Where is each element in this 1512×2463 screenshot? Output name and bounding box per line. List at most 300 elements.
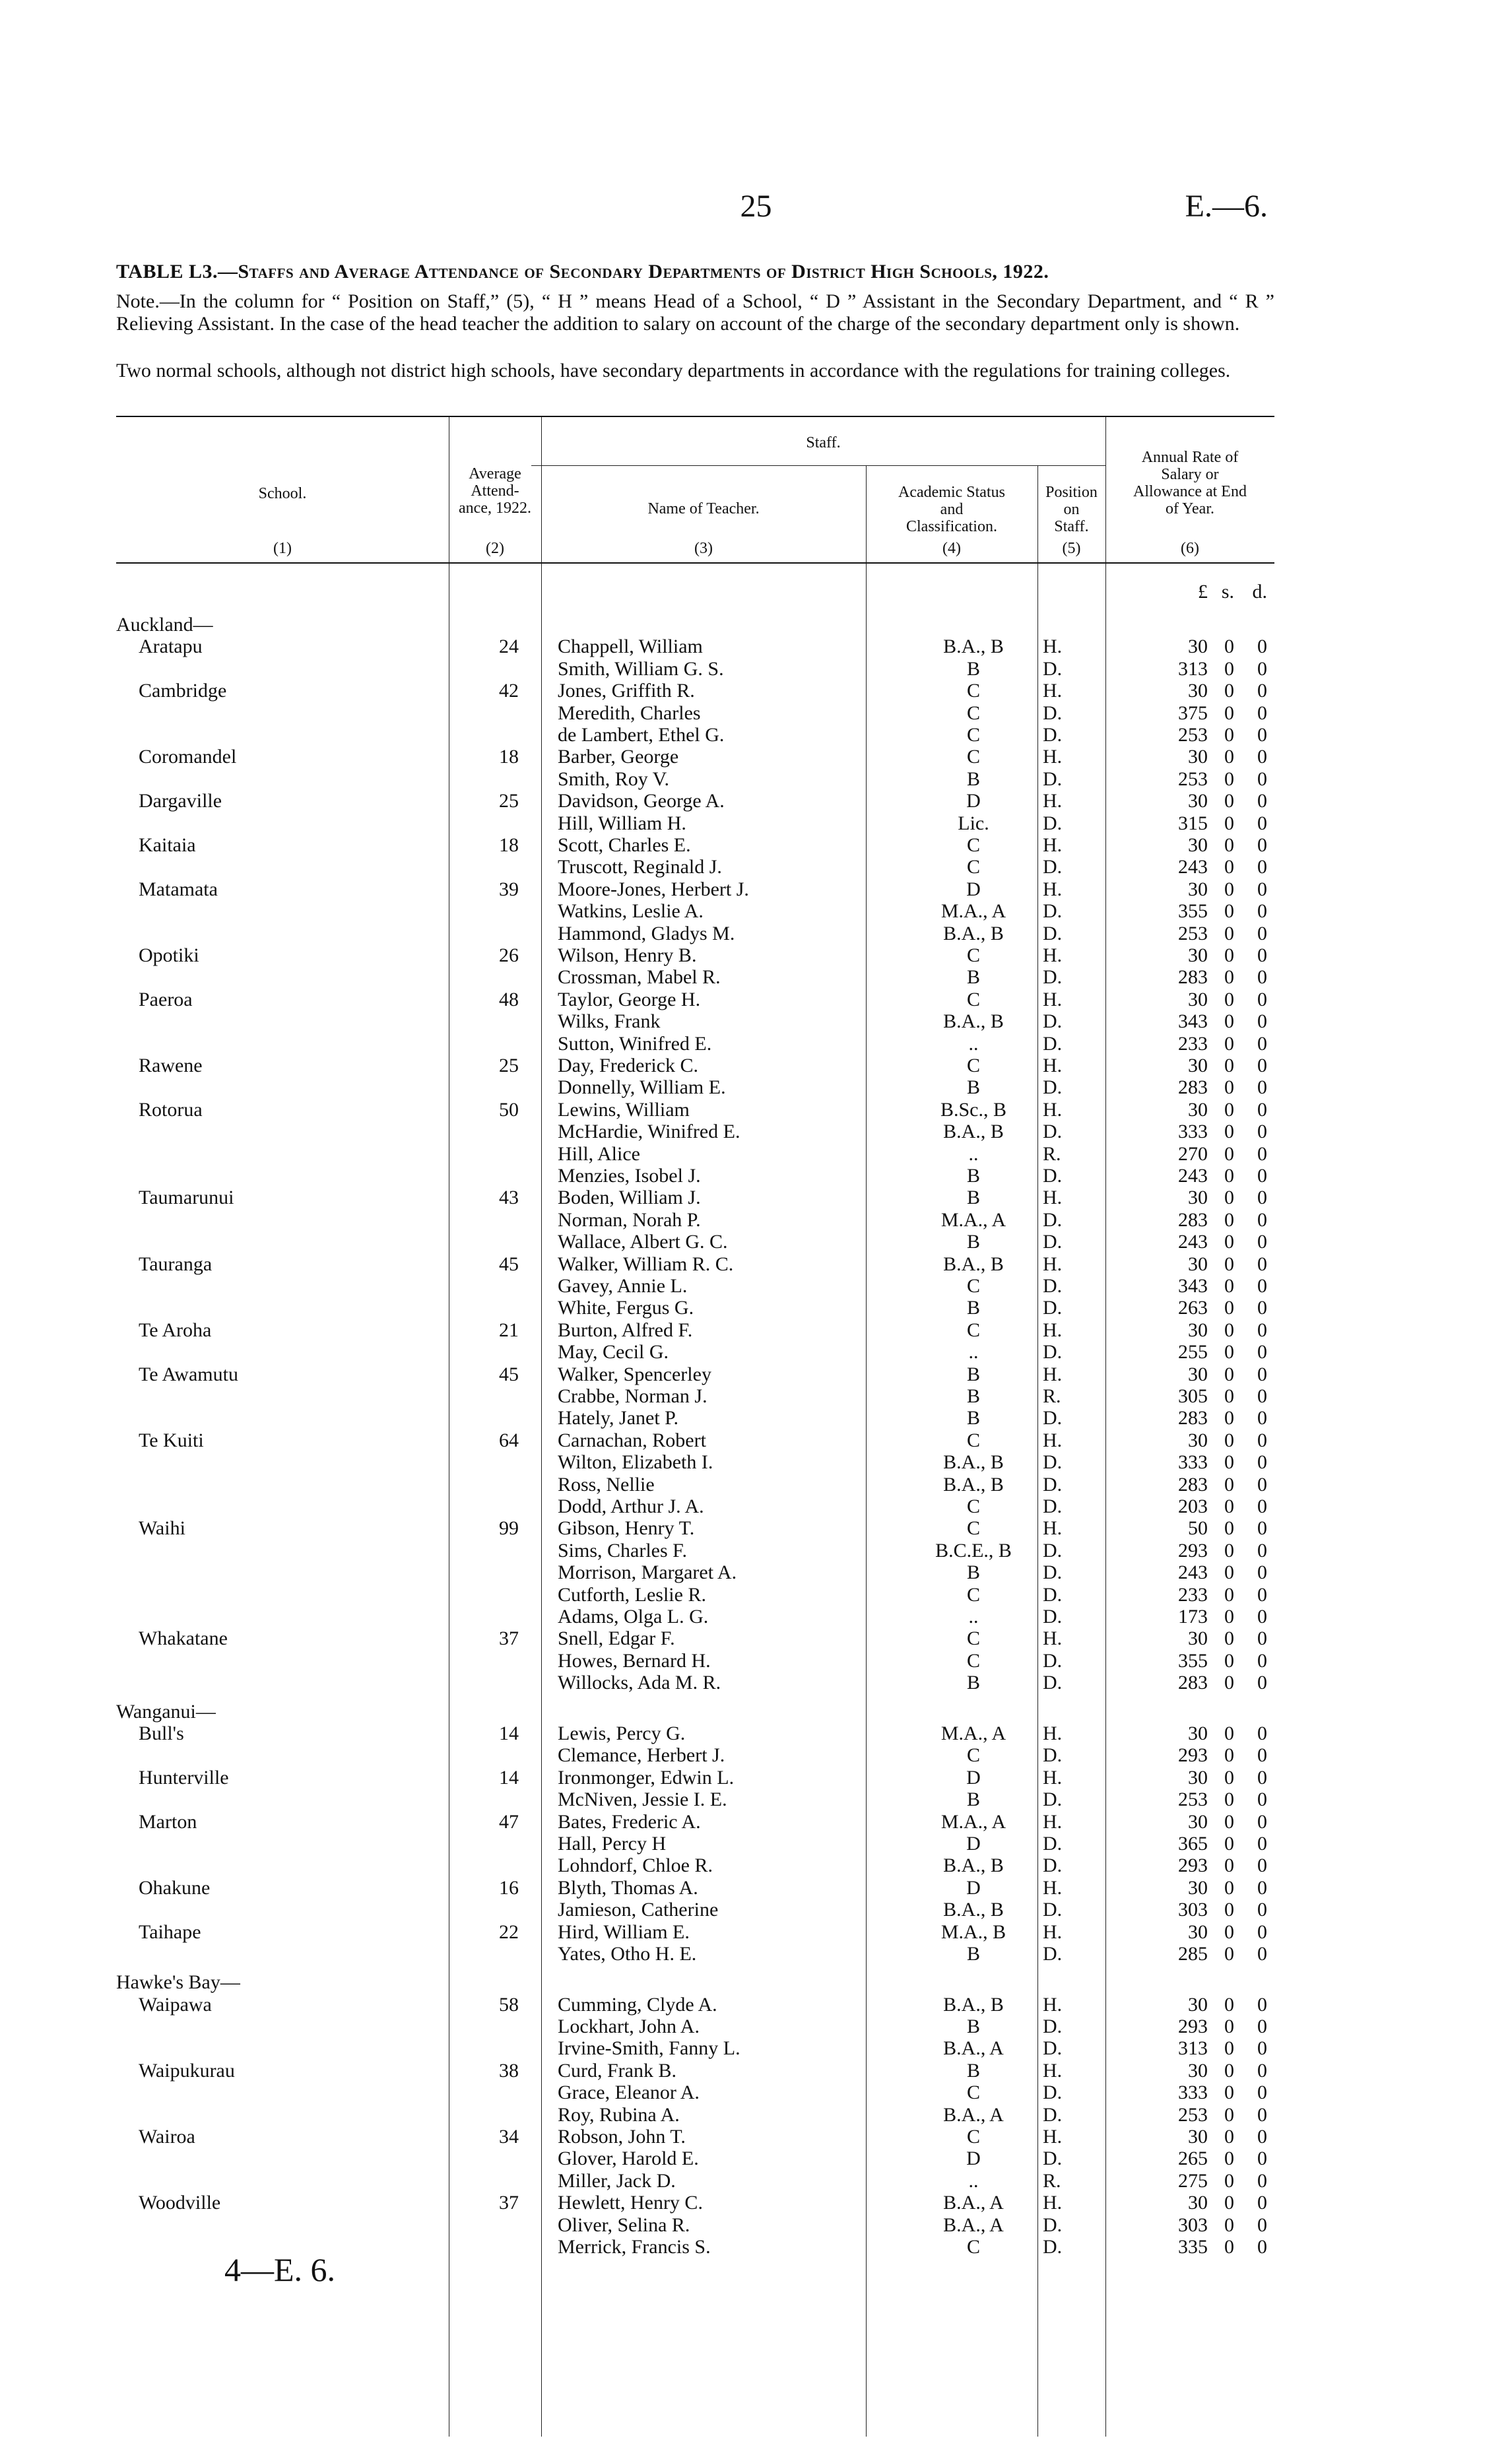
academic-status: C [966, 680, 980, 702]
average-attendance: 14 [499, 1722, 519, 1744]
salary-shillings: 0 [1224, 1363, 1234, 1385]
teacher-name: Burton, Alfred F. [558, 1319, 693, 1341]
salary-pence: 0 [1257, 1855, 1267, 1877]
salary-shillings: 0 [1224, 1561, 1234, 1584]
position-on-staff: H. [1043, 790, 1063, 812]
pound-symbol: £ [1198, 581, 1208, 603]
region-row [0, 614, 1512, 636]
academic-status: C [966, 2082, 980, 2104]
position-on-staff: H. [1043, 878, 1063, 900]
salary-pounds: 30 [1188, 1722, 1208, 1744]
table-row [0, 1943, 1512, 1965]
teacher-name: Irvine-Smith, Fanny L. [558, 2037, 740, 2060]
table-row [0, 636, 1512, 657]
salary-pence: 0 [1257, 1098, 1267, 1121]
table-row [0, 1540, 1512, 1561]
table-row [0, 790, 1512, 812]
teacher-name: Barber, George [558, 746, 679, 768]
academic-status: C [966, 1055, 980, 1076]
table-row [0, 1010, 1512, 1032]
average-attendance: 38 [499, 2059, 519, 2082]
salary-pence: 0 [1257, 944, 1267, 966]
academic-status: C [966, 724, 980, 746]
salary-shillings: 0 [1224, 1539, 1234, 1561]
salary-shillings: 0 [1224, 1942, 1234, 1965]
teacher-name: Crossman, Mabel R. [558, 966, 721, 989]
academic-status: B [966, 1165, 980, 1187]
position-on-staff: D. [1043, 856, 1063, 878]
school-name: Te Awamutu [139, 1363, 238, 1385]
academic-status: Lic. [958, 812, 989, 834]
salary-shillings: 0 [1224, 680, 1234, 702]
academic-status: B.A., B [943, 1253, 1004, 1275]
academic-status: B [966, 1407, 980, 1429]
table-title-text: —Staffs and Average Attendance of Secondary Departments of District High Schools, 1922. [218, 261, 1049, 282]
salary-pounds: 305 [1178, 1385, 1208, 1407]
academic-status: C [966, 944, 980, 966]
salary-pence: 0 [1257, 680, 1267, 702]
position-on-staff: H. [1043, 1810, 1063, 1833]
position-on-staff: H. [1043, 680, 1063, 702]
academic-status: B.A., A [943, 2037, 1004, 2060]
table-row [0, 724, 1512, 746]
school-name: Ohakune [139, 1876, 211, 1899]
salary-shillings: 0 [1224, 1832, 1234, 1855]
salary-shillings: 0 [1224, 1921, 1234, 1943]
position-on-staff: D. [1043, 1672, 1063, 1694]
teacher-name: May, Cecil G. [558, 1341, 669, 1363]
salary-pounds: 283 [1178, 1672, 1208, 1694]
average-attendance: 43 [499, 1187, 519, 1209]
academic-status: B.Sc., B [940, 1098, 1007, 1121]
salary-shillings: 0 [1224, 1297, 1234, 1319]
position-on-staff: D. [1043, 1208, 1063, 1231]
salary-pence: 0 [1257, 1363, 1267, 1385]
salary-pence: 0 [1257, 1722, 1267, 1744]
salary-pence: 0 [1257, 1076, 1267, 1099]
salary-shillings: 0 [1224, 1451, 1234, 1474]
school-name: Whakatane [139, 1627, 228, 1650]
salary-pounds: 275 [1178, 2169, 1208, 2192]
salary-pence: 0 [1257, 657, 1267, 680]
salary-shillings: 0 [1224, 2148, 1234, 2170]
table-row [0, 1121, 1512, 1142]
salary-shillings: 0 [1224, 790, 1234, 812]
table-row [0, 1723, 1512, 1744]
salary-pence: 0 [1257, 2016, 1267, 2037]
position-on-staff: D. [1043, 1539, 1063, 1561]
position-on-staff: H. [1043, 1921, 1063, 1943]
salary-pence: 0 [1257, 878, 1267, 900]
average-attendance: 39 [499, 878, 519, 900]
column-number-3: (3) [694, 540, 713, 557]
salary-pounds: 30 [1188, 1098, 1208, 1121]
salary-pounds: 333 [1178, 1121, 1208, 1143]
salary-pounds: 203 [1178, 1495, 1208, 1517]
position-on-staff: D. [1043, 1832, 1063, 1855]
salary-shillings: 0 [1224, 657, 1234, 680]
table-row [0, 1627, 1512, 1649]
academic-status: C [966, 2126, 980, 2148]
table-row [0, 1584, 1512, 1606]
salary-pounds: 285 [1178, 1942, 1208, 1965]
average-attendance: 25 [499, 790, 519, 812]
academic-status: D [966, 2148, 981, 2170]
school-name: Te Kuiti [139, 1429, 204, 1451]
salary-pounds: 30 [1188, 1627, 1208, 1650]
teacher-name: Carnachan, Robert [558, 1429, 706, 1451]
salary-pence: 0 [1257, 2126, 1267, 2148]
salary-shillings: 0 [1224, 1187, 1234, 1209]
position-on-staff: H. [1043, 2192, 1063, 2214]
position-on-staff: H. [1043, 988, 1063, 1010]
salary-pounds: 333 [1178, 1451, 1208, 1474]
academic-status: B [966, 966, 980, 989]
position-on-staff: D. [1043, 1942, 1063, 1965]
school-name: Opotiki [139, 944, 199, 966]
academic-status: D [966, 1832, 981, 1855]
salary-shillings: 0 [1224, 1275, 1234, 1297]
region-row [0, 1971, 1512, 1993]
salary-shillings: 0 [1224, 2082, 1234, 2104]
salary-shillings: 0 [1224, 1055, 1234, 1076]
salary-pounds: 253 [1178, 922, 1208, 944]
average-attendance: 64 [499, 1429, 519, 1451]
position-on-staff: D. [1043, 2082, 1063, 2104]
average-attendance: 37 [499, 2192, 519, 2214]
academic-status: C [966, 1319, 980, 1341]
table-row [0, 2214, 1512, 2236]
academic-status: B [966, 2059, 980, 2082]
salary-pence: 0 [1257, 2037, 1267, 2060]
academic-status: B.C.E., B [935, 1539, 1012, 1561]
salary-pence: 0 [1257, 2148, 1267, 2170]
salary-pounds: 355 [1178, 1649, 1208, 1672]
note-paragraph: Note.—In the column for “ Position on Staff,” (5), “ H ” means Head of a School, “ D ” Assistant in the Secondary Department, and “ R ” Relieving Assistant. In the case of the head teacher the addition to salary on account of the charge of the secondary department only is shown. [116, 290, 1274, 335]
salary-pence: 0 [1257, 966, 1267, 989]
salary-shillings: 0 [1224, 1407, 1234, 1429]
position-on-staff: H. [1043, 1098, 1063, 1121]
teacher-name: Yates, Otho H. E. [558, 1942, 697, 1965]
salary-pounds: 283 [1178, 1407, 1208, 1429]
average-attendance: 34 [499, 2126, 519, 2148]
salary-shillings: 0 [1224, 1473, 1234, 1495]
average-attendance: 99 [499, 1517, 519, 1540]
position-on-staff: D. [1043, 900, 1063, 923]
teacher-name: Hill, William H. [558, 812, 686, 834]
teacher-name: Watkins, Leslie A. [558, 900, 704, 923]
position-on-staff: D. [1043, 768, 1063, 790]
average-attendance: 21 [499, 1319, 519, 1341]
academic-status: B [966, 1561, 980, 1584]
average-attendance: 42 [499, 680, 519, 702]
salary-pence: 0 [1257, 922, 1267, 944]
table-row [0, 856, 1512, 878]
academic-status: .. [968, 2169, 979, 2192]
salary-pence: 0 [1257, 1473, 1267, 1495]
table-row [0, 834, 1512, 856]
academic-status: C [966, 856, 980, 878]
position-on-staff: R. [1043, 1385, 1061, 1407]
salary-shillings: 0 [1224, 900, 1234, 923]
teacher-name: McNiven, Jessie I. E. [558, 1789, 727, 1811]
salary-shillings: 0 [1224, 1231, 1234, 1253]
teacher-name: Miller, Jack D. [558, 2169, 676, 2192]
table-row [0, 2148, 1512, 2169]
table-row [0, 1921, 1512, 1943]
academic-status: B.A., B [943, 1899, 1004, 1921]
table-row [0, 1877, 1512, 1899]
salary-pence: 0 [1257, 1032, 1267, 1055]
salary-pounds: 243 [1178, 1165, 1208, 1187]
average-attendance: 24 [499, 636, 519, 658]
teacher-name: Ironmonger, Edwin L. [558, 1766, 735, 1789]
salary-pounds: 293 [1178, 2016, 1208, 2037]
position-on-staff: D. [1043, 1606, 1063, 1627]
column-number-6: (6) [1181, 540, 1199, 557]
salary-pence: 0 [1257, 1993, 1267, 2016]
table-row [0, 1341, 1512, 1363]
salary-pence: 0 [1257, 1942, 1267, 1965]
table-row [0, 1744, 1512, 1766]
position-on-staff: H. [1043, 636, 1063, 658]
table-row [0, 1407, 1512, 1429]
teacher-name: White, Fergus G. [558, 1297, 694, 1319]
academic-status: B.A., B [943, 636, 1004, 658]
table-row [0, 2082, 1512, 2103]
shilling-symbol: s. [1221, 581, 1234, 603]
teacher-name: Lewins, William [558, 1098, 690, 1121]
salary-shillings: 0 [1224, 944, 1234, 966]
salary-pounds: 283 [1178, 1076, 1208, 1099]
teacher-name: de Lambert, Ethel G. [558, 724, 725, 746]
salary-pounds: 50 [1188, 1517, 1208, 1540]
table-row [0, 1253, 1512, 1275]
salary-pence: 0 [1257, 1187, 1267, 1209]
position-on-staff: D. [1043, 1121, 1063, 1143]
academic-status: B [966, 657, 980, 680]
teacher-name: Glover, Harold E. [558, 2148, 699, 2170]
academic-status: B.A., B [943, 1473, 1004, 1495]
school-name: Waihi [139, 1517, 185, 1540]
table-row [0, 1672, 1512, 1693]
academic-status: M.A., A [940, 1208, 1006, 1231]
salary-pounds: 30 [1188, 1876, 1208, 1899]
salary-pounds: 233 [1178, 1032, 1208, 1055]
salary-shillings: 0 [1224, 1993, 1234, 2016]
school-name: Woodville [139, 2192, 221, 2214]
salary-pence: 0 [1257, 1319, 1267, 1341]
salary-shillings: 0 [1224, 1165, 1234, 1187]
salary-pence: 0 [1257, 1253, 1267, 1275]
position-on-staff: H. [1043, 944, 1063, 966]
position-on-staff: H. [1043, 1253, 1063, 1275]
teacher-name: Meredith, Charles [558, 702, 701, 724]
position-on-staff: D. [1043, 1231, 1063, 1253]
teacher-name: Cumming, Clyde A. [558, 1993, 717, 2016]
salary-pence: 0 [1257, 1627, 1267, 1650]
salary-pounds: 283 [1178, 966, 1208, 989]
page-number: 25 [740, 189, 772, 224]
position-on-staff: D. [1043, 1473, 1063, 1495]
table-row [0, 702, 1512, 724]
academic-status: .. [968, 1032, 979, 1055]
academic-status: B.A., B [943, 922, 1004, 944]
position-on-staff: D. [1043, 1275, 1063, 1297]
table-row [0, 1811, 1512, 1833]
salary-pence: 0 [1257, 2169, 1267, 2192]
salary-shillings: 0 [1224, 1649, 1234, 1672]
salary-shillings: 0 [1224, 812, 1234, 834]
table-row [0, 966, 1512, 988]
salary-shillings: 0 [1224, 2016, 1234, 2037]
table-row [0, 658, 1512, 680]
academic-status: C [966, 1517, 980, 1540]
position-on-staff: D. [1043, 1789, 1063, 1811]
table-row [0, 1165, 1512, 1187]
academic-status: C [966, 1429, 980, 1451]
salary-pence: 0 [1257, 1606, 1267, 1627]
salary-shillings: 0 [1224, 878, 1234, 900]
academic-status: C [966, 702, 980, 724]
table-row [0, 2170, 1512, 2192]
teacher-name: Oliver, Selina R. [558, 2214, 690, 2236]
teacher-name: Snell, Edgar F. [558, 1627, 675, 1650]
teacher-name: Gavey, Annie L. [558, 1275, 688, 1297]
salary-pounds: 270 [1178, 1142, 1208, 1165]
table-row [0, 1076, 1512, 1098]
salary-pounds: 30 [1188, 1921, 1208, 1943]
header-attendance: Average Attend- ance, 1922. [459, 465, 531, 517]
position-on-staff: H. [1043, 1722, 1063, 1744]
salary-shillings: 0 [1224, 702, 1234, 724]
table-row [0, 1297, 1512, 1319]
teacher-name: Jones, Griffith R. [558, 680, 695, 702]
table-row [0, 1561, 1512, 1583]
school-name: Hunterville [139, 1766, 229, 1789]
position-on-staff: H. [1043, 1187, 1063, 1209]
salary-pence: 0 [1257, 1539, 1267, 1561]
academic-status: D [966, 1876, 981, 1899]
salary-pence: 0 [1257, 856, 1267, 878]
teacher-name: Hall, Percy H [558, 1832, 667, 1855]
teacher-name: Ross, Nellie [558, 1473, 655, 1495]
staff-group-rule [531, 465, 1105, 466]
salary-shillings: 0 [1224, 1722, 1234, 1744]
table-row [0, 1033, 1512, 1055]
salary-shillings: 0 [1224, 2126, 1234, 2148]
salary-pence: 0 [1257, 1832, 1267, 1855]
table-row [0, 1899, 1512, 1921]
teacher-name: Menzies, Isobel J. [558, 1165, 701, 1187]
salary-pounds: 283 [1178, 1208, 1208, 1231]
salary-pounds: 30 [1188, 878, 1208, 900]
school-name: Wairoa [139, 2126, 195, 2148]
teacher-name: Lockhart, John A. [558, 2016, 700, 2037]
position-on-staff: D. [1043, 1076, 1063, 1099]
teacher-name: Crabbe, Norman J. [558, 1385, 707, 1407]
salary-shillings: 0 [1224, 834, 1234, 856]
salary-pounds: 255 [1178, 1341, 1208, 1363]
table-row [0, 1187, 1512, 1208]
position-on-staff: H. [1043, 834, 1063, 856]
academic-status: B [966, 1231, 980, 1253]
header-staff: Staff. [806, 434, 841, 451]
salary-shillings: 0 [1224, 1076, 1234, 1099]
teacher-name: Moore-Jones, Herbert J. [558, 878, 749, 900]
salary-pence: 0 [1257, 1583, 1267, 1606]
teacher-name: Robson, John T. [558, 2126, 686, 2148]
teacher-name: Hammond, Gladys M. [558, 922, 735, 944]
table-row [0, 1055, 1512, 1076]
salary-pounds: 30 [1188, 1253, 1208, 1275]
academic-status: C [966, 2236, 980, 2258]
salary-shillings: 0 [1224, 746, 1234, 768]
salary-pence: 0 [1257, 702, 1267, 724]
salary-shillings: 0 [1224, 1744, 1234, 1767]
header-school: School. [258, 485, 307, 502]
school-name: Kaitaia [139, 834, 196, 856]
academic-status: C [966, 746, 980, 768]
academic-status: C [966, 1649, 980, 1672]
header-position: Position on Staff. [1045, 484, 1098, 535]
table-row [0, 1231, 1512, 1253]
salary-pounds: 365 [1178, 1832, 1208, 1855]
salary-pence: 0 [1257, 724, 1267, 746]
salary-pounds: 293 [1178, 1744, 1208, 1767]
salary-shillings: 0 [1224, 988, 1234, 1010]
position-on-staff: H. [1043, 1429, 1063, 1451]
salary-pence: 0 [1257, 2214, 1267, 2236]
salary-pence: 0 [1257, 900, 1267, 923]
academic-status: B [966, 1076, 980, 1099]
academic-status: C [966, 988, 980, 1010]
salary-shillings: 0 [1224, 2037, 1234, 2060]
average-attendance: 45 [499, 1363, 519, 1385]
teacher-name: Smith, William G. S. [558, 657, 724, 680]
average-attendance: 48 [499, 988, 519, 1010]
position-on-staff: D. [1043, 1744, 1063, 1767]
school-name: Dargaville [139, 790, 222, 812]
position-on-staff: D. [1043, 812, 1063, 834]
table-row [0, 1994, 1512, 2016]
academic-status: C [966, 1583, 980, 1606]
salary-pence: 0 [1257, 2192, 1267, 2214]
academic-status: B.A., A [943, 2214, 1004, 2236]
salary-shillings: 0 [1224, 1876, 1234, 1899]
teacher-name: Bates, Frederic A. [558, 1810, 701, 1833]
salary-pounds: 253 [1178, 768, 1208, 790]
teacher-name: Gibson, Henry T. [558, 1517, 695, 1540]
school-name: Rawene [139, 1055, 203, 1076]
salary-shillings: 0 [1224, 1098, 1234, 1121]
header-bottom-rule [116, 562, 1274, 564]
position-on-staff: D. [1043, 1855, 1063, 1877]
salary-shillings: 0 [1224, 1810, 1234, 1833]
salary-shillings: 0 [1224, 1899, 1234, 1921]
salary-pounds: 30 [1188, 1993, 1208, 2016]
academic-status: B [966, 1363, 980, 1385]
position-on-staff: R. [1043, 1142, 1061, 1165]
region-label: Hawke's Bay— [116, 1971, 240, 1994]
table-row [0, 1099, 1512, 1121]
position-on-staff: H. [1043, 1363, 1063, 1385]
table-row [0, 900, 1512, 922]
average-attendance: 18 [499, 746, 519, 768]
salary-shillings: 0 [1224, 2103, 1234, 2126]
salary-pence: 0 [1257, 1297, 1267, 1319]
teacher-name: Truscott, Reginald J. [558, 856, 722, 878]
